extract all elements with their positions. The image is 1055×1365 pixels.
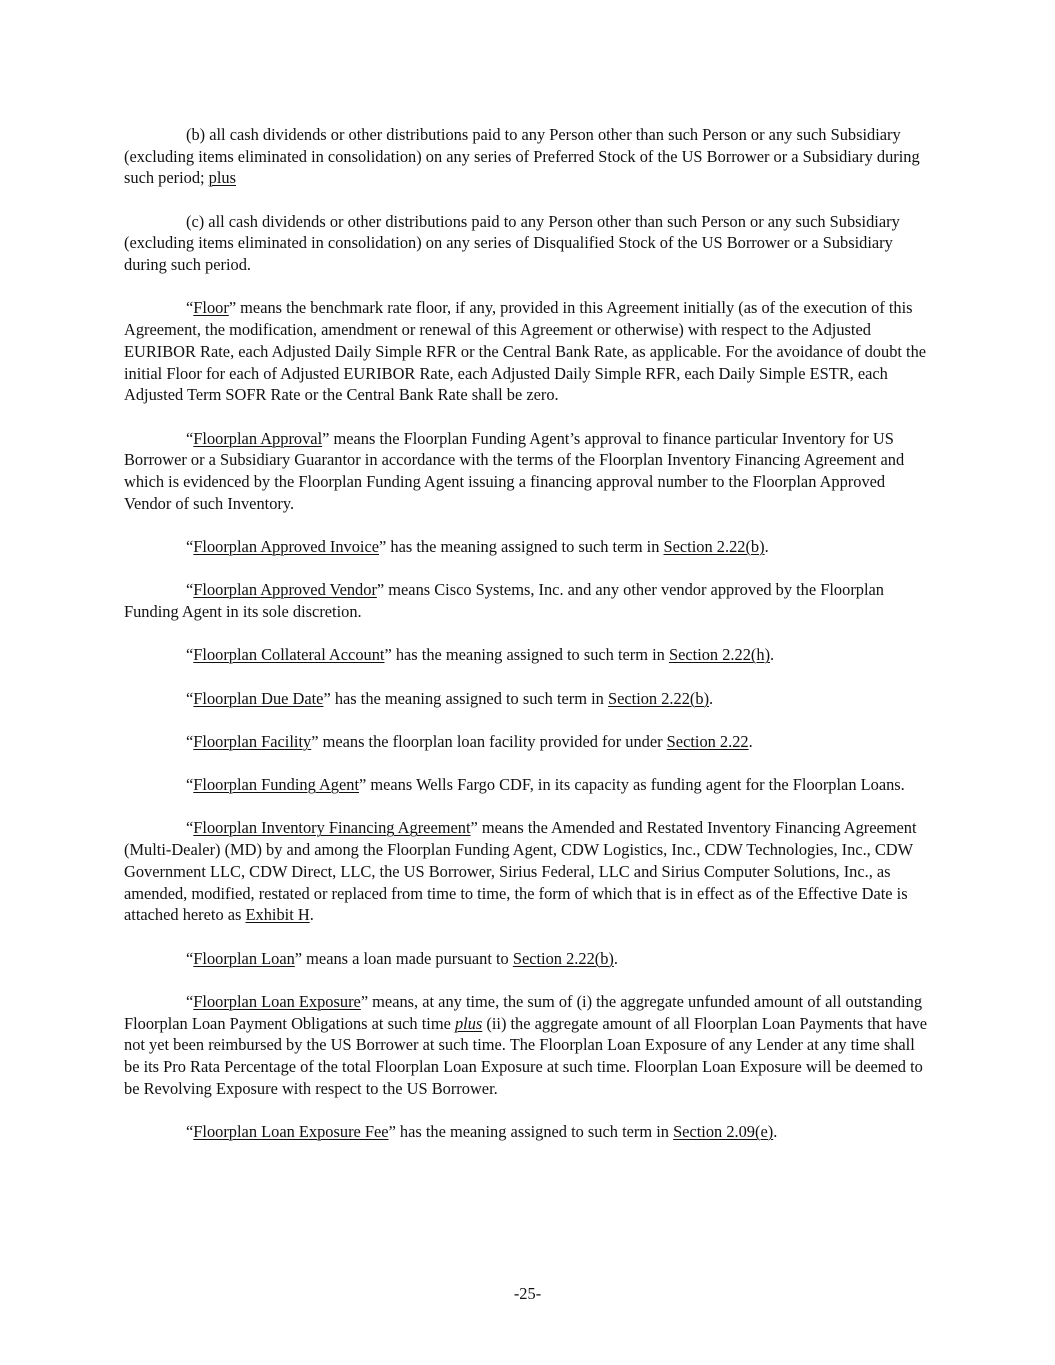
paragraph-text: ” means the benchmark rate floor, if any, provided in this Agreement initially (as of the execution of this Agreement, the modification, amendment or renewal of this Agreement or otherwise) with respect to the Adjusted EURIBOR Rate, each Adjusted Daily Simple RFR or the Central Bank Rate, as applicable. For the avoidance of doubt the initial Floor for each of Adjusted EURIBOR Rate, each Adjusted Daily Simple RFR, each Daily Simple ESTR, each Adjusted Term SOFR Rate or the Central Bank Rate shall be zero. [124,298,927,405]
defined-term: Floorplan Inventory Financing Agreement [193,818,471,838]
defined-term: Section 2.09(e) [673,1121,774,1141]
paragraph-text: . [773,1121,778,1141]
defined-term: Floorplan Approval [193,428,323,448]
paragraph-text: (c) all cash dividends or other distributions paid to any Person other than such Person or any such Subsidiary (excluding items eliminated in consolidation) on any series of Disqualified Stock of the US Borrower or a Subsidiary during such period. [124,211,900,275]
paragraph-text: . [613,948,618,968]
page-number: -25- [513,1284,542,1303]
paragraph-text: . [764,536,769,556]
paragraph [124,817,934,926]
paragraph [124,211,934,276]
paragraph-text: “ [186,948,194,968]
paragraph-text: ” means the Amended and Restated Inventory Financing Agreement (Multi-Dealer) (MD) by and among the Floorplan Funding Agent, CDW Logistics, Inc., CDW Technologies, Inc., CDW Government LLC, CDW Direct, LLC, the US Borrower, Sirius Federal, LLC and Sirius Computer Solutions, Inc., as amended, modified, restated or replaced from time to time, the form of which that is in effect as of the Effective Date is attached hereto as [124,818,917,925]
defined-term: Floorplan Loan [193,948,295,968]
paragraph-text: . [709,688,714,708]
defined-term: Section 2.22(b) [512,948,614,968]
paragraph-text: ” means the floorplan loan facility provided for under [311,731,667,751]
paragraph-text: ” has the meaning assigned to such term in [323,688,608,708]
paragraph-text: “ [186,731,194,751]
paragraph-text: “ [186,580,194,600]
paragraph-text: “ [186,818,194,838]
defined-term: Floorplan Approved Vendor [193,580,377,600]
paragraph-text: ” means, at any time, the sum of (i) the aggregate unfunded amount of all outstanding Floorplan Loan Payment Obligations at such time [124,991,923,1033]
paragraph-text: “ [186,775,194,795]
paragraph [124,948,934,970]
paragraph [124,1121,934,1143]
defined-term: Floorplan Due Date [193,688,324,708]
paragraph-text: “ [186,428,194,448]
paragraph [124,536,934,558]
paragraph [124,579,934,622]
defined-term: Floorplan Collateral Account [193,645,385,665]
defined-term: Section 2.22(h) [668,645,771,665]
defined-term: Section 2.22(b) [663,536,765,556]
paragraph-text: . [309,905,314,925]
paragraph-text: ” means Wells Fargo CDF, in its capacity as funding agent for the Floorplan Loans. [359,775,905,795]
paragraph-text: “ [186,645,194,665]
defined-term: plus [208,168,236,188]
defined-term: Floor [193,298,229,318]
defined-term: Floorplan Funding Agent [193,775,360,795]
paragraph [124,644,934,666]
paragraph-text: (b) all cash dividends or other distributions paid to any Person other than such Person or any such Subsidiary (excluding items eliminated in consolidation) on any series of Preferred Stock of the US Borrower or a Subsidiary during such period; [124,125,920,188]
paragraph-text: “ [186,688,194,708]
defined-term: Section 2.22 [666,731,749,751]
paragraph-text: ” has the meaning assigned to such term in [384,645,669,665]
defined-term: Floorplan Loan Exposure [193,991,361,1011]
defined-term: Floorplan Facility [193,731,312,751]
defined-term: Floorplan Approved Invoice [193,536,380,556]
paragraph-text: ” has the meaning assigned to such term in [388,1121,674,1141]
paragraph-text: ” means a loan made pursuant to [294,948,513,968]
defined-term: Section 2.22(b) [607,688,710,708]
emphasis-text: plus [454,1013,483,1033]
defined-term: Exhibit H [245,905,310,925]
paragraph-text: . [748,731,753,751]
paragraph-text: “ [186,298,194,318]
paragraph-text: ” means Cisco Systems, Inc. and any other vendor approved by the Floorplan Funding Agent in its sole discretion. [124,580,884,621]
paragraph [124,688,934,710]
paragraph [124,297,934,406]
paragraph [124,428,934,515]
paragraph [124,991,934,1100]
paragraph-text: ” has the meaning assigned to such term in [379,536,664,556]
paragraph [124,731,934,753]
paragraph [124,124,934,189]
paragraph-text: ” means the Floorplan Funding Agent’s approval to finance particular Inventory for US Borrower or a Subsidiary Guarantor in accordance with the terms of the Floorplan Inventory Financing Agreement and which is evidenced by the Floorplan Funding Agent issuing a financing approval number to the Floorplan Approved Vendor of such Inventory. [124,428,905,513]
document-body [124,124,934,1164]
defined-term: Floorplan Loan Exposure Fee [193,1121,389,1141]
paragraph-text: . [770,645,775,665]
paragraph-text: “ [186,1121,194,1141]
paragraph-text: (ii) the aggregate amount of all Floorplan Loan Payments that have not yet been reimbursed by the US Borrower at such time. The Floorplan Loan Exposure of any Lender at any time shall be its Pro Rata Percentage of the total Floorplan Loan Exposure at such time. Floorplan Loan Exposure will be deemed to be Revolving Exposure with respect to the US Borrower. [124,1013,927,1098]
paragraph-text: “ [186,536,194,556]
paragraph [124,774,934,796]
paragraph-text: “ [186,991,194,1011]
